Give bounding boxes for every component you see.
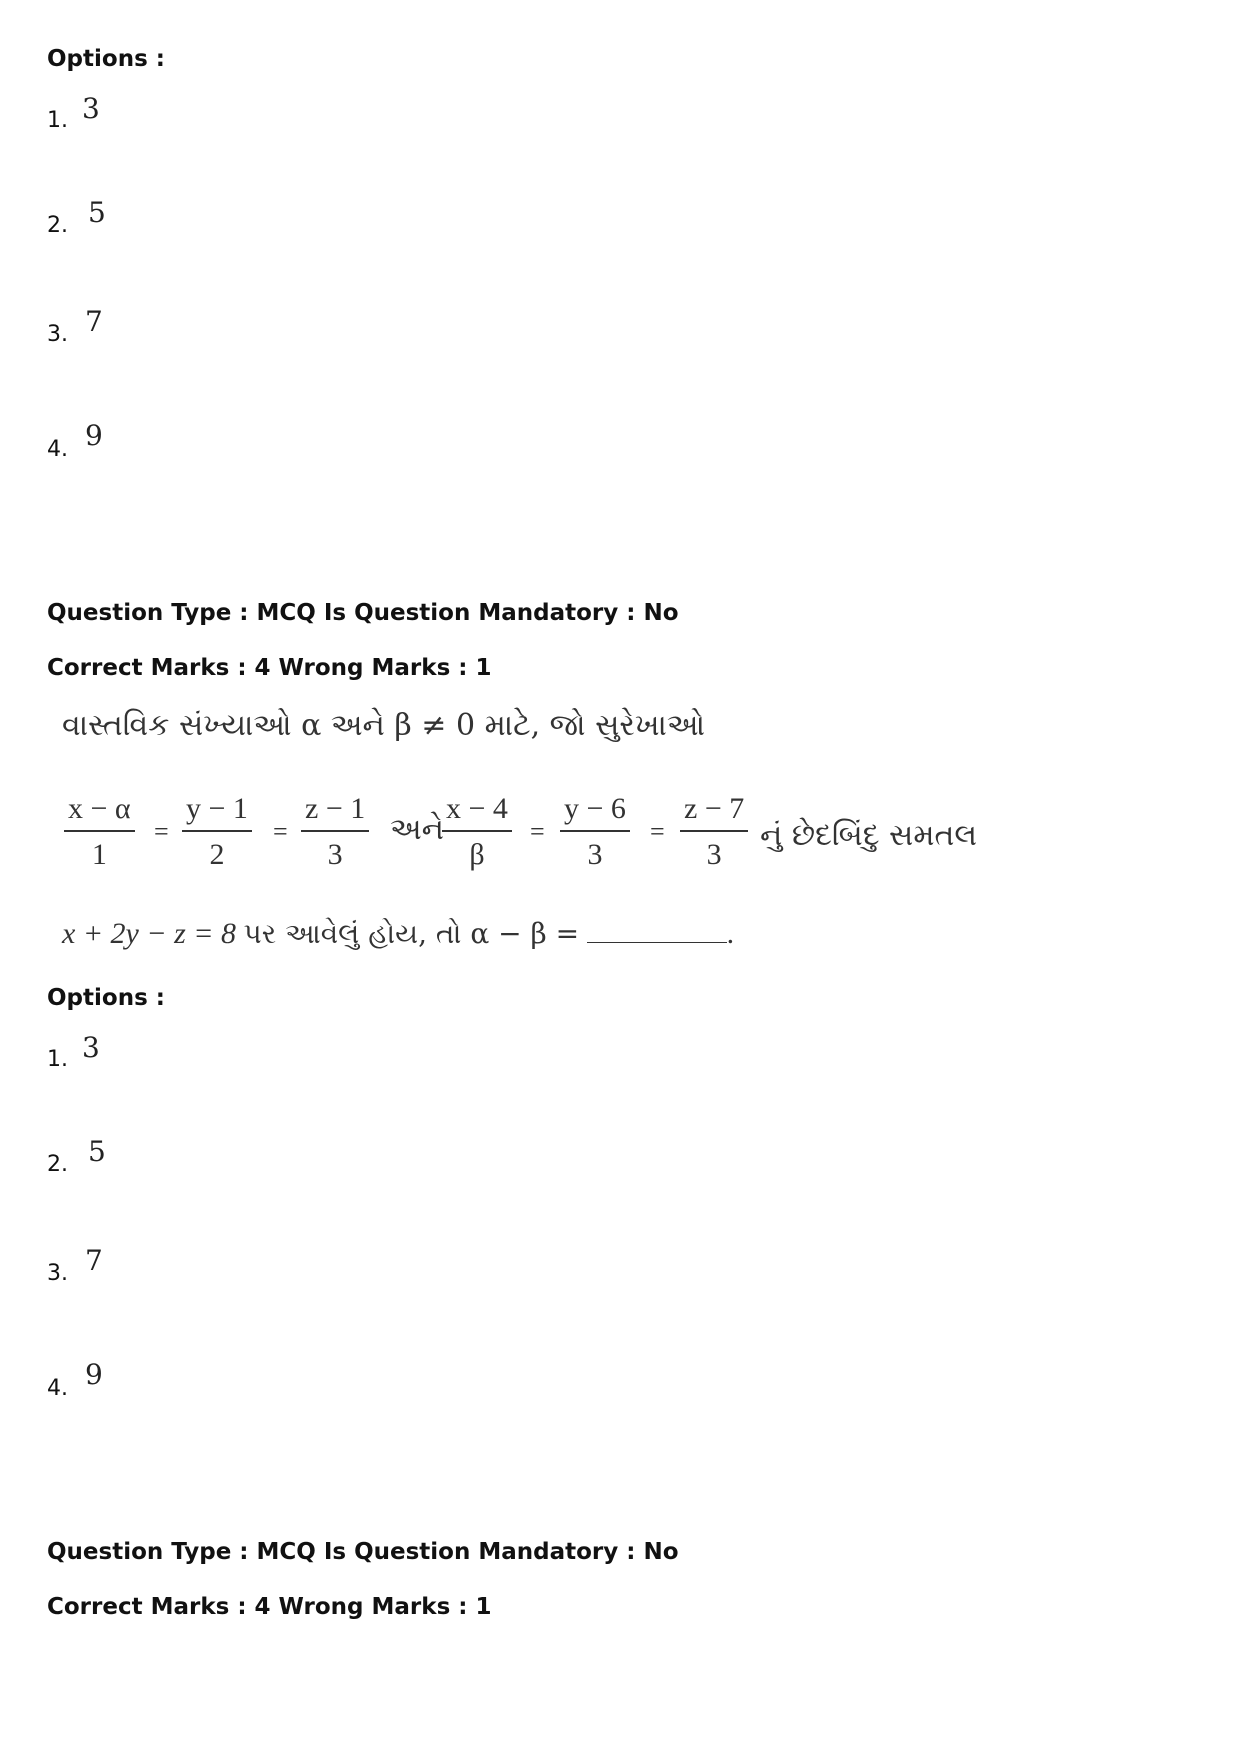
- fraction-5: [560, 792, 630, 872]
- option-number: 4.: [47, 1376, 68, 1401]
- fraction-numerator: y − 6: [560, 792, 630, 832]
- options-heading: Options :: [47, 46, 165, 72]
- answer-blank: [587, 920, 727, 943]
- fraction-2: [182, 792, 252, 872]
- fraction-numerator: x − 4: [442, 792, 512, 832]
- option-number: 2.: [47, 213, 68, 238]
- fraction-3: [301, 792, 369, 872]
- option-value: 3: [82, 1031, 100, 1064]
- fraction-numerator: x − α: [64, 792, 135, 832]
- question-text-line3-gujarati: પર આવેલું હોય, તો α − β =: [243, 917, 580, 950]
- fraction-1: [64, 792, 135, 872]
- equals-sign: =: [650, 817, 665, 846]
- fraction-denominator: 2: [209, 838, 225, 871]
- fraction-numerator: z − 1: [301, 792, 369, 832]
- question-text-line1: વાસ્તવિક સંખ્યાઓ α અને β ≠ 0 માટે, જો સુરેખાઓ: [62, 708, 706, 743]
- fraction-4: [442, 792, 512, 872]
- option-value: 9: [85, 1358, 103, 1391]
- marks-line: Correct Marks : 4 Wrong Marks : 1: [47, 1594, 492, 1620]
- fraction-denominator: 3: [587, 838, 603, 871]
- equals-sign: =: [530, 817, 545, 846]
- option-value: 5: [88, 1135, 106, 1168]
- fraction-numerator: z − 7: [680, 792, 748, 832]
- question-type-line: Question Type : MCQ Is Question Mandatory : No: [47, 1539, 679, 1565]
- equals-sign: =: [154, 817, 169, 846]
- option-value: 5: [88, 196, 106, 229]
- option-value: 7: [85, 305, 103, 338]
- options-heading: Options :: [47, 985, 165, 1011]
- question-text-line2-tail: નું છેદબિંદુ સમતલ: [760, 818, 978, 853]
- option-value: 9: [85, 419, 103, 452]
- and-word: અને: [390, 812, 444, 847]
- fraction-numerator: y − 1: [182, 792, 252, 832]
- fraction-denominator: 3: [327, 838, 343, 871]
- question-text-line3: [62, 917, 734, 951]
- option-number: 3.: [47, 322, 68, 347]
- question-type-line: Question Type : MCQ Is Question Mandatory : No: [47, 600, 679, 626]
- plane-equation: x + 2y − z = 8: [62, 917, 237, 950]
- option-number: 4.: [47, 437, 68, 462]
- fraction-denominator: 3: [706, 838, 722, 871]
- question-text-line3-end: .: [726, 917, 735, 950]
- option-number: 3.: [47, 1261, 68, 1286]
- option-number: 1.: [47, 108, 68, 133]
- option-number: 2.: [47, 1152, 68, 1177]
- fraction-denominator: β: [469, 838, 485, 871]
- option-number: 1.: [47, 1047, 68, 1072]
- option-value: 7: [85, 1244, 103, 1277]
- equals-sign: =: [273, 817, 288, 846]
- option-value: 3: [82, 92, 100, 125]
- marks-line: Correct Marks : 4 Wrong Marks : 1: [47, 655, 492, 681]
- fraction-denominator: 1: [91, 838, 107, 871]
- fraction-6: [680, 792, 748, 872]
